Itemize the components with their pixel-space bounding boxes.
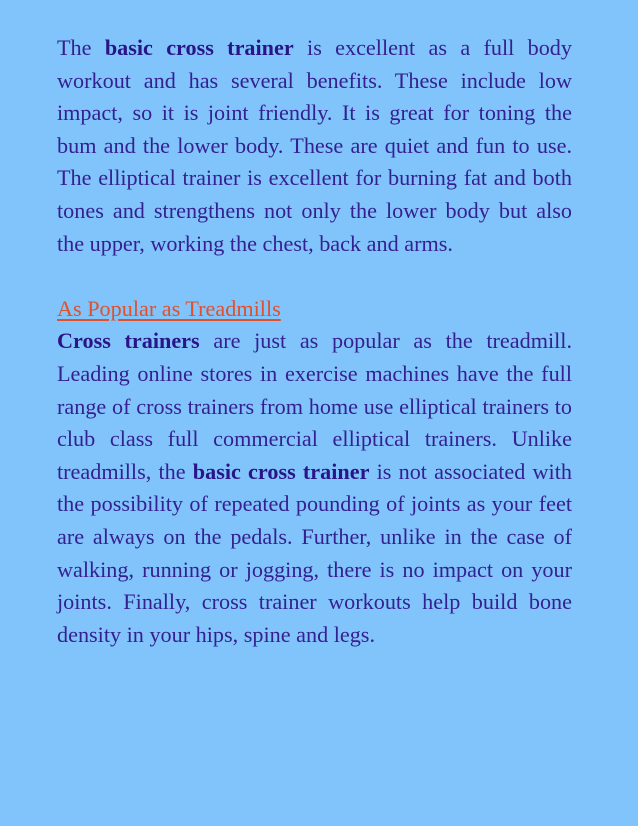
intro-text-1: The xyxy=(57,35,105,60)
body-text-2: is not associated with the possibility of repeated pounding of joints as your feet are always on the pedals. Further, unlike in the case of walking, running or jogging, there is no impact on your joints. Finally, cross trainer workouts help build bone density in your hips, spine and legs. xyxy=(57,458,572,647)
body-text-1: are just as popular as the treadmill. Leading online stores in exercise machines have the full range of cross trainers from home use elliptical trainers to club class full commercial elliptical trainers. Unlike treadmills, the xyxy=(57,328,572,484)
intro-paragraph xyxy=(57,32,572,260)
section-heading: As Popular as Treadmills xyxy=(57,295,281,321)
body-emphasis-basic-cross-trainer: basic cross trainer xyxy=(192,458,370,484)
body-emphasis-cross-trainers: Cross trainers xyxy=(57,328,200,354)
intro-emphasis-basic-cross-trainer: basic cross trainer xyxy=(104,35,294,60)
body-paragraph xyxy=(57,325,572,651)
intro-text-2: is excellent as a full body workout and has several benefits. These include low impact, so it is joint friendly. It is great for toning the bum and the lower body. These are quiet and fun to use. The elliptical trainer is excellent for burning fat and both tones and strengthens not only the lower body but also the upper, working the chest, back and arms. xyxy=(57,35,572,256)
